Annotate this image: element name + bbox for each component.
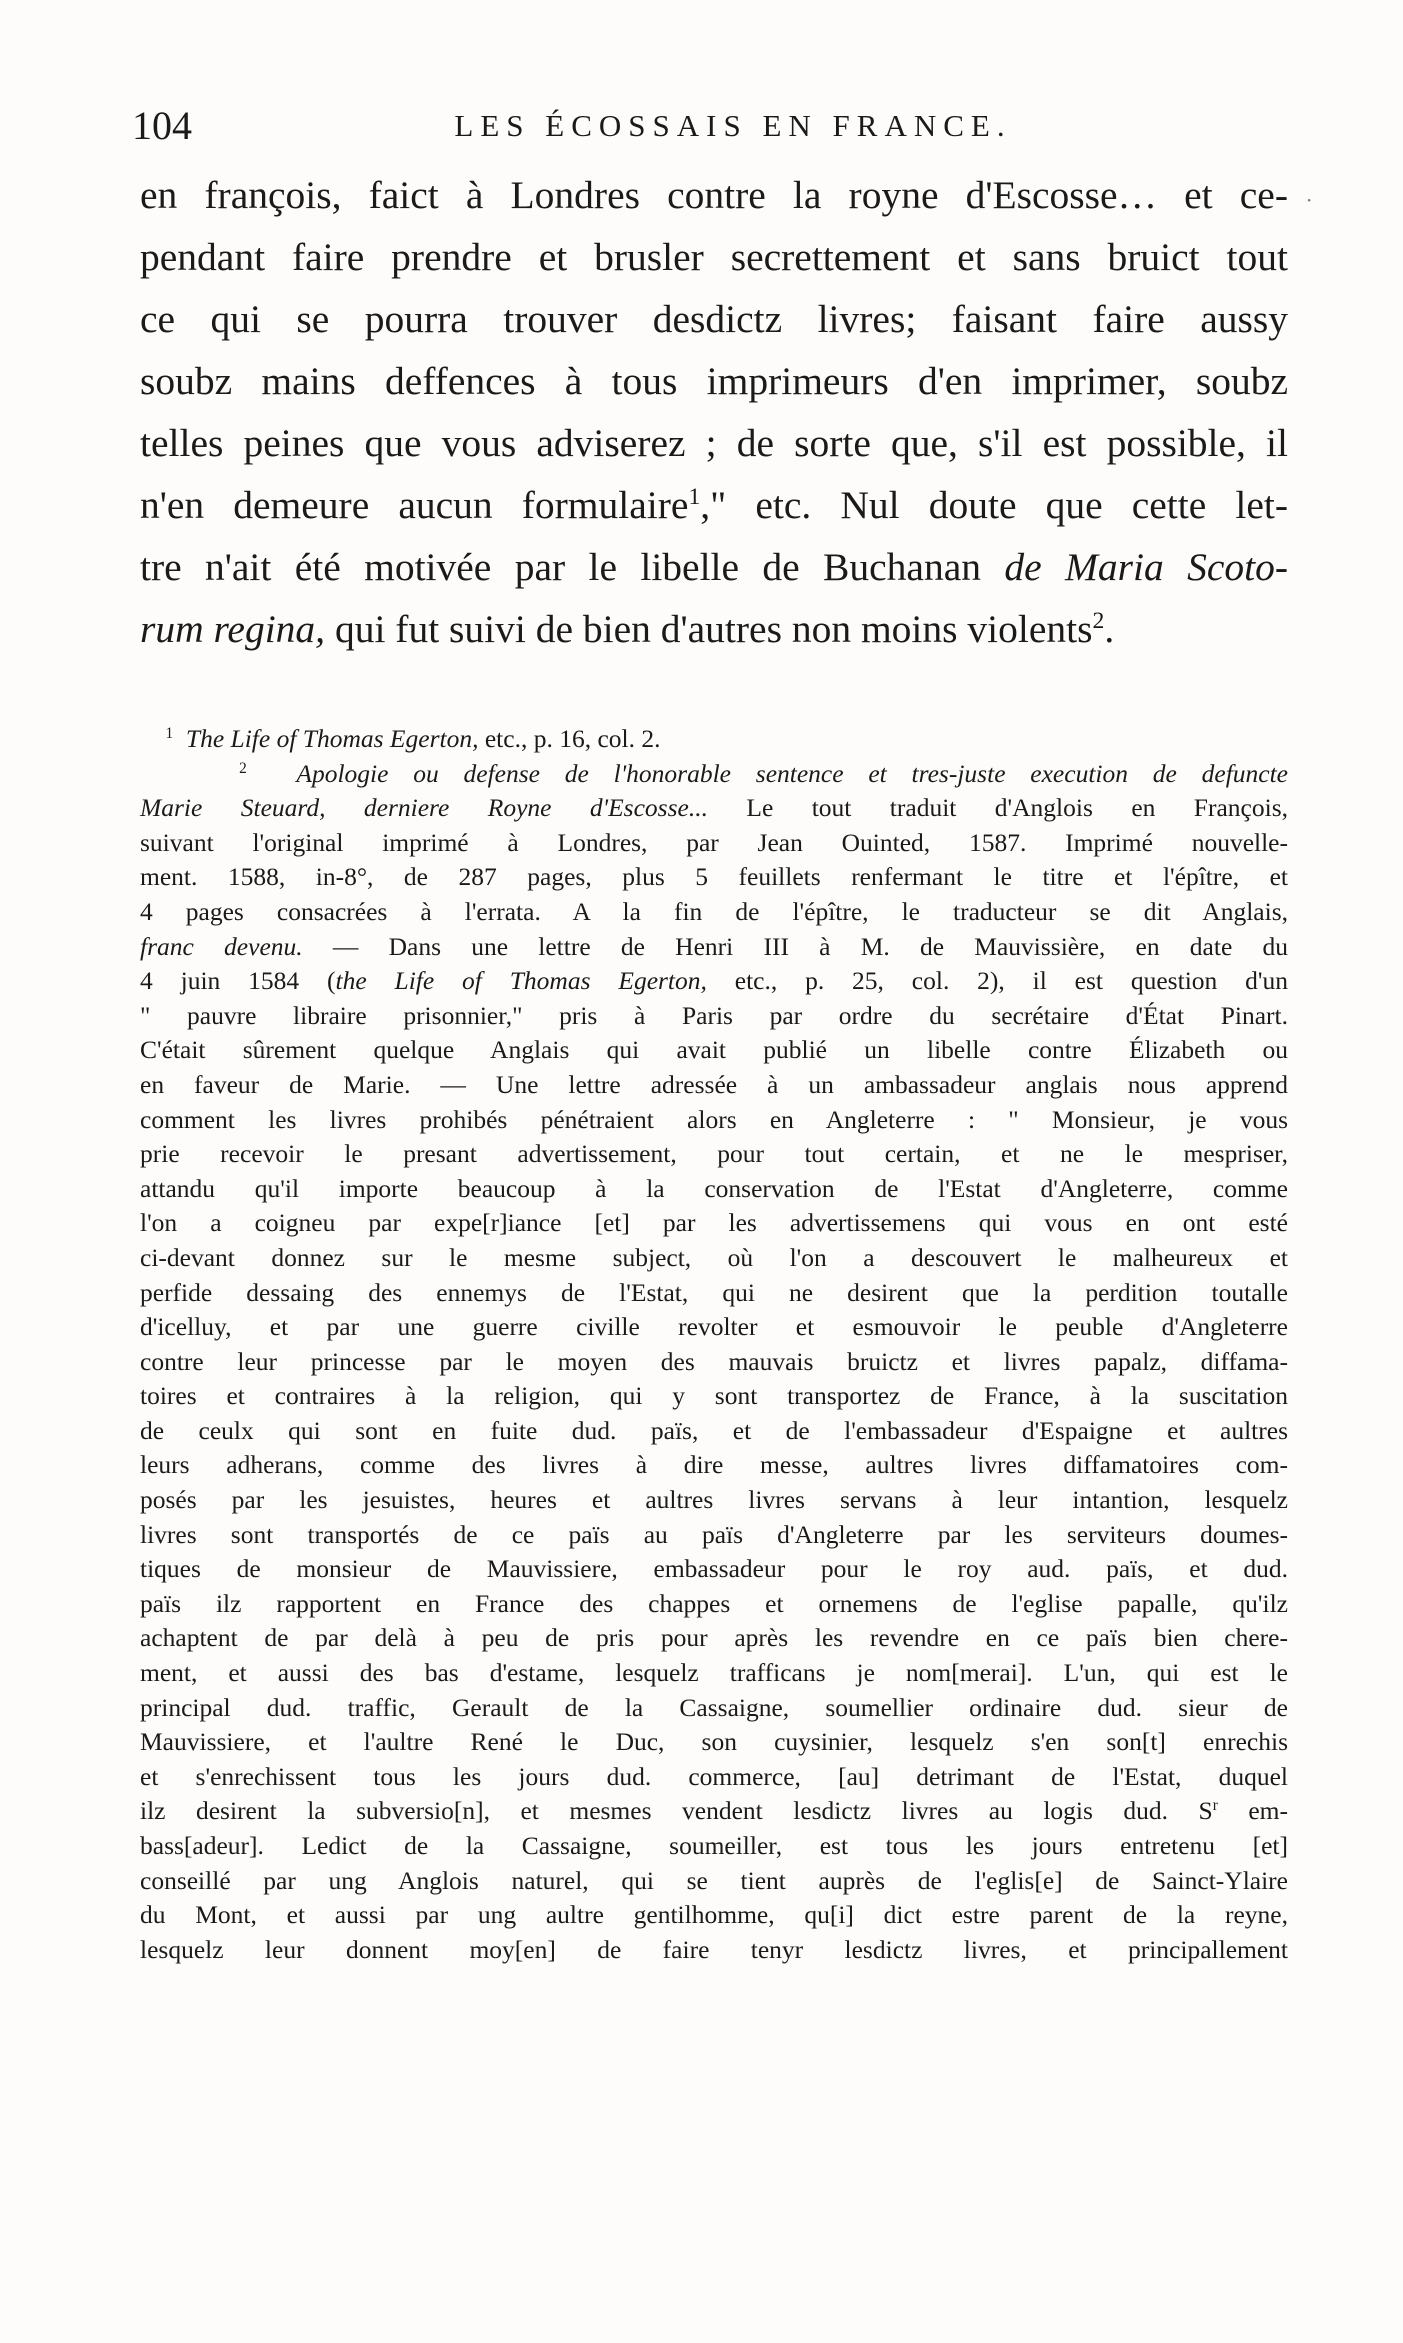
footnote-line: 4 pages consacrées à l'errata. A la fin de l'épître, le traducteur se dit Anglais, xyxy=(140,896,1288,926)
main-text-line: en françois, faict à Londres contre la royne d'Escosse… et ce- xyxy=(140,173,1288,217)
footnote-text: Le tout traduit d'Anglois en François, xyxy=(707,793,1288,823)
footnote-line: suivant l'original imprimé à Londres, par Jean Ouinted, 1587. Imprimé nouvelle- xyxy=(140,827,1288,857)
footnote-text: 4 juin 1584 ( xyxy=(140,966,336,996)
footnote-line: Mauvissiere, et l'aultre René le Duc, son cuysinier, lesquelz s'en son[t] enrechis xyxy=(140,1727,1288,1757)
footnote-line: d'icelluy, et par une guerre civille revolter et esmouvoir le peuble d'Angleterre xyxy=(140,1312,1288,1342)
footnote-text: em- xyxy=(1217,1796,1288,1826)
italic-title: Apologie ou defense de l'honorable sentence et tres-juste execution de defuncte xyxy=(296,758,1289,788)
italic-title: the Life of Thomas Egerton, xyxy=(335,966,707,996)
footnote-line: achaptent de par delà à peu de pris pour après les revendre en ce païs bien chere- xyxy=(140,1623,1288,1653)
footnote-line: contre leur princesse par le moyen des mauvais bruictz et livres papalz, diffama- xyxy=(140,1346,1288,1376)
footnote-line: " pauvre libraire prisonnier," pris à Paris par ordre du secrétaire d'État Pinart. xyxy=(140,1000,1288,1030)
italic-title: The Life of Thomas Egerton, xyxy=(185,724,479,753)
running-title: LES ÉCOSSAIS EN FRANCE. xyxy=(454,108,1012,143)
footnote-text: etc., p. 25, col. 2), il est question d'un xyxy=(706,966,1288,996)
main-text-segment: qui fut suivi de bien d'autres non moins violents xyxy=(325,607,1093,651)
footnote-line xyxy=(140,930,1288,965)
footnote-2 xyxy=(140,757,1288,792)
footnote-line: livres sont transportés de ce païs au païs d'Angleterre par les serviteurs doumes- xyxy=(140,1519,1288,1549)
main-text-line xyxy=(140,536,1288,598)
footnote-line: prie recevoir le presant advertissement, pour tout certain, et ne le mespriser, xyxy=(140,1139,1288,1169)
footnote-line: en faveur de Marie. — Une lettre adressée à un ambassadeur anglais nous apprend xyxy=(140,1069,1288,1099)
italic-title: Marie Steuard, derniere Royne d'Escosse... xyxy=(140,793,708,823)
italic-text: franc devenu. xyxy=(140,931,303,961)
main-text-line xyxy=(140,474,1288,536)
footnote-ref-2: 2 xyxy=(1092,607,1105,634)
footnote-line: du Mont, et aussi par ung aultre gentilhomme, qu[i] dict estre parent de la reyne, xyxy=(140,1900,1288,1930)
footnote-line: posés par les jesuistes, heures et aultres livres servans à leur intantion, lesquelz xyxy=(140,1485,1288,1515)
main-text-line: ce qui se pourra trouver desdictz livres; faisant faire aussy xyxy=(140,297,1288,341)
footnote-marker: 1 xyxy=(165,724,174,742)
footnote-marker: 2 xyxy=(239,759,247,777)
main-text-line: soubz mains deffences à tous imprimeurs d'en imprimer, soubz xyxy=(140,359,1288,403)
main-text-line xyxy=(140,598,1288,660)
footnote-line: ment, et aussi des bas d'estame, lesquelz trafficans je nom[merai]. L'un, qui est le xyxy=(140,1658,1288,1688)
footnote-line: leurs adherans, comme des livres à dire messe, aultres livres diffamatoires com- xyxy=(140,1450,1288,1480)
italic-title: de Maria Scoto- xyxy=(1004,545,1288,589)
footnotes xyxy=(140,722,1288,1967)
footnote-line: attandu qu'il importe beaucoup à la conservation de l'Estat d'Angleterre, comme xyxy=(140,1173,1288,1203)
main-text-line: pendant faire prendre et brusler secrettement et sans bruict tout xyxy=(140,235,1288,279)
footnote-line: toires et contraires à la religion, qui y sont transportez de France, à la suscitation xyxy=(140,1381,1288,1411)
footnote-line: conseillé par ung Anglois naturel, qui se tient auprès de l'eglis[e] de Sainct-Ylaire xyxy=(140,1865,1288,1895)
footnote-text: — Dans une lettre de Henri III à M. de Mauvissière, en date du xyxy=(302,931,1289,961)
footnote-line: l'on a coigneu par expe[r]iance [et] par les advertissemens qui vous en ont esté xyxy=(140,1208,1288,1238)
footnote-text: ilz desirent la subversio[n], et mesmes vendent lesdictz livres au logis dud. S xyxy=(140,1796,1213,1826)
footnote-ref-1: 1 xyxy=(688,483,701,510)
footnote-line: lesquelz leur donnent moy[en] de faire tenyr lesdictz livres, et principallement xyxy=(140,1934,1288,1964)
italic-title: rum regina, xyxy=(140,607,326,651)
main-text-segment: n'en demeure aucun formulaire xyxy=(140,483,689,527)
page-header xyxy=(132,102,1294,150)
footnote-line: C'était sûrement quelque Anglais qui avait publié un libelle contre Élizabeth ou xyxy=(140,1035,1288,1065)
footnote-line xyxy=(140,791,1288,826)
footnote-line xyxy=(140,964,1288,999)
margin-mark: · xyxy=(1306,188,1313,212)
footnote-line: et s'enrechissent tous les jours dud. commerce, [au] detrimant de l'Estat, duquel xyxy=(140,1761,1288,1791)
footnote-line: comment les livres prohibés pénétraient alors en Angleterre : " Monsieur, je vous xyxy=(140,1104,1288,1134)
main-text-segment: tre n'ait été motivée par le libelle de Buchanan xyxy=(140,545,1005,589)
footnote-line: tiques de monsieur de Mauvissiere, embassadeur pour le roy aud. païs, et dud. xyxy=(140,1554,1288,1584)
footnote-line: perfide dessaing des ennemys de l'Estat, qui ne desirent que la perdition toutalle xyxy=(140,1277,1288,1307)
footnote-line: païs ilz rapportent en France des chappes et ornemens de l'eglise papalle, qu'ilz xyxy=(140,1588,1288,1618)
footnote-line: de ceulx qui sont en fuite dud. païs, et de l'embassadeur d'Espaigne et aultres xyxy=(140,1415,1288,1445)
main-text-segment: ," etc. Nul doute que cette let- xyxy=(700,483,1288,527)
footnote-line: bass[adeur]. Ledict de la Cassaigne, soumeiller, est tous les jours entretenu [et] xyxy=(140,1831,1288,1860)
page-number: 104 xyxy=(132,103,192,148)
footnote-text: etc., p. 16, col. 2. xyxy=(478,724,661,753)
footnote-line: principal dud. traffic, Gerault de la Cassaigne, soumellier ordinaire dud. sieur de xyxy=(140,1692,1288,1722)
main-text-line: telles peines que vous adviserez ; de sorte que, s'il est possible, il xyxy=(140,421,1288,465)
main-text xyxy=(140,164,1288,660)
footnote-line: ci-devant donnez sur le mesme subject, où l'on a descouvert le malheureux et xyxy=(140,1242,1288,1272)
footnote-1 xyxy=(140,722,1288,757)
main-text-segment: . xyxy=(1104,607,1115,651)
superscript: r xyxy=(1212,1797,1218,1815)
footnote-line xyxy=(140,1794,1288,1829)
footnote-line: ment. 1588, in-8°, de 287 pages, plus 5 feuillets renfermant le titre et l'épître, et xyxy=(140,862,1288,892)
